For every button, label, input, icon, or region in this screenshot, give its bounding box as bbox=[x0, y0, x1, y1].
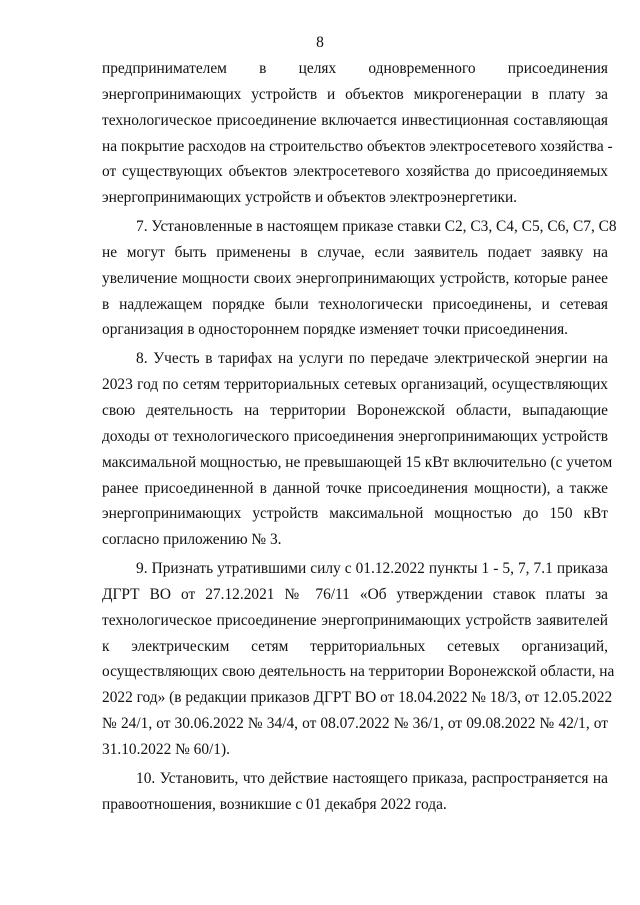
text-line: не могут быть применены в случае, если заявитель подает заявку на bbox=[102, 243, 608, 261]
text-line: 10. Установить, что действие настоящего приказа, распространяется на bbox=[136, 769, 608, 787]
paragraph-item-10 bbox=[102, 766, 608, 818]
text-line: предпринимателем в целях одновременного присоединения bbox=[102, 60, 608, 77]
text-line: ранее присоединенной в данной точке присоединения мощности), а также bbox=[102, 479, 608, 497]
text-line: ДГРТ ВО от 27.12.2021 № 76/11 «Об утверждении ставок платы за bbox=[102, 585, 608, 603]
text-line: 2023 год по сетям территориальных сетевых организаций, осуществляющих bbox=[102, 376, 608, 394]
text-line: 2022 год» (в редакции приказов ДГРТ ВО от 18.04.2022 № 18/3, от 12.05.2022 bbox=[102, 689, 613, 707]
text-line: в надлежащем порядке были технологически присоединены, и сетевая bbox=[102, 295, 608, 313]
text-line: свою деятельность на территории Воронежской области, выпадающие bbox=[102, 401, 608, 419]
text-line: № 24/1, от 30.06.2022 № 34/4, от 08.07.2022 № 36/1, от 09.08.2022 № 42/1, от bbox=[102, 715, 608, 733]
text-line: технологическое присоединение энергопринимающих устройств заявителей bbox=[102, 611, 608, 629]
paragraph-item-7 bbox=[102, 214, 617, 343]
text-line: доходы от технологического присоединения энергопринимающих устройств bbox=[102, 427, 608, 445]
paragraph-continuation bbox=[102, 56, 613, 211]
text-line: энергопринимающих устройств и объектов микрогенерации в плату за bbox=[102, 85, 608, 103]
text-line: максимальной мощностью, не превышающей 15 кВт включительно (с учетом bbox=[102, 453, 613, 471]
text-line: увеличение мощности своих энергопринимающих устройств, которые ранее bbox=[102, 269, 608, 287]
text-line: технологическое присоединение включается инвестиционная составляющая bbox=[102, 111, 608, 129]
text-line: энергопринимающих устройств максимальной мощностью до 150 кВт bbox=[102, 505, 608, 523]
text-line: 31.10.2022 № 60/1). bbox=[102, 740, 230, 758]
text-line: на покрытие расходов на строительство объектов электросетевого хозяйства - bbox=[102, 137, 613, 155]
text-line: 8. Учесть в тарифах на услуги по передаче электрической энергии на bbox=[136, 350, 608, 368]
text-line: организация в одностороннем порядке изменяет точки присоединения. bbox=[102, 321, 569, 339]
page-number: 8 bbox=[316, 34, 324, 51]
document-body bbox=[102, 56, 617, 817]
text-line: согласно приложению № 3. bbox=[102, 531, 282, 549]
text-line: от существующих объектов электросетевого хозяйства до присоединяемых bbox=[102, 163, 608, 181]
text-line: энергопринимающих устройств и объектов электроэнергетики. bbox=[102, 189, 518, 207]
paragraph-item-9 bbox=[102, 556, 615, 763]
text-line: правоотношения, возникшие с 01 декабря 2022 года. bbox=[102, 795, 447, 813]
text-line: к электрическим сетям территориальных сетевых организаций, bbox=[102, 637, 608, 655]
paragraph-item-8 bbox=[102, 346, 613, 553]
text-line: 7. Установленные в настоящем приказе ставки С2, С3, С4, С5, С6, С7, С8 bbox=[136, 218, 617, 236]
text-line: 9. Признать утратившими силу с 01.12.2022 пункты 1 - 5, 7, 7.1 приказа bbox=[136, 560, 608, 578]
text-line: осуществляющих свою деятельность на территории Воронежской области, на bbox=[102, 663, 615, 681]
